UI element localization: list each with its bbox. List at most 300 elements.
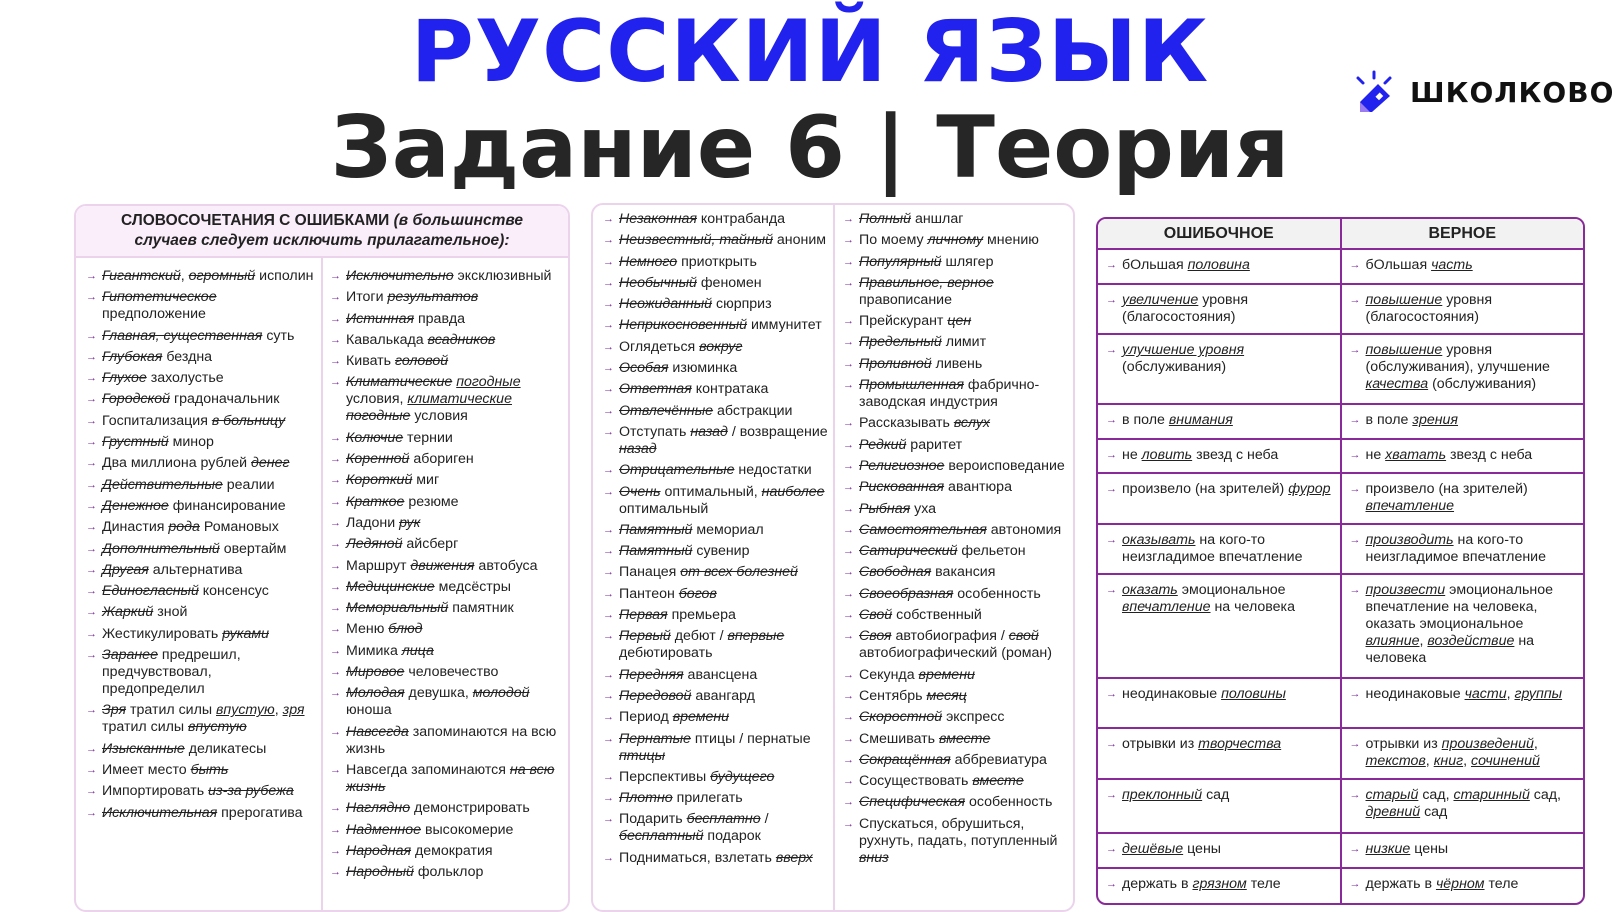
cell-right [1341, 404, 1584, 439]
text-fragment: Навсегда запоминаются [346, 761, 510, 778]
text-fragment: , [1506, 685, 1515, 702]
excess-word: Исключительно [346, 268, 454, 284]
text-fragment: консенсус [198, 583, 269, 600]
excess-word: Полный [859, 211, 911, 227]
list-item [330, 643, 562, 660]
list-item [86, 562, 314, 579]
text-fragment: Сосуществовать [859, 773, 973, 790]
text-fragment: авангард [691, 687, 755, 704]
list-item [843, 275, 1073, 309]
list-item [603, 296, 835, 313]
list-item [86, 349, 314, 366]
list-item [330, 762, 562, 796]
list-item [603, 607, 835, 624]
key-word: сочинений [1470, 753, 1540, 770]
text-fragment: Рассказывать [859, 415, 954, 432]
text-fragment: автобиография / [891, 628, 1009, 645]
excess-word: Неожиданный [619, 296, 713, 313]
excess-word: Единогласный [102, 583, 199, 600]
table-row [1098, 334, 1583, 404]
text-fragment: звезд с неба [1192, 446, 1279, 463]
text-fragment: абориген [409, 451, 474, 468]
key-word: впечатление [1365, 498, 1455, 515]
text-fragment: захолустье [146, 370, 224, 387]
list-item [86, 498, 314, 515]
list-item [843, 709, 1073, 726]
list-item [843, 254, 1073, 271]
text-fragment: Отступать [619, 423, 691, 440]
excess-word: Неприкосновенный [619, 317, 748, 334]
list-item [330, 800, 562, 817]
list-item [603, 769, 835, 786]
key-word: зря [282, 702, 305, 719]
list-item [86, 626, 314, 643]
excess-word: вместе [939, 730, 991, 747]
text-fragment: на человека [1365, 633, 1535, 667]
text-fragment: финансирование [168, 497, 286, 514]
list-item [86, 268, 314, 285]
excess-word: Заранее [102, 647, 158, 664]
text-fragment: изюминка [668, 360, 738, 377]
list-item [843, 232, 1073, 249]
text-fragment: айсберг [402, 536, 459, 553]
excess-word: Надменное [346, 821, 421, 838]
list-item [86, 328, 314, 345]
text-fragment: ливень [931, 355, 983, 372]
excess-word: Молодая [346, 685, 405, 702]
text-fragment: бездна [162, 348, 213, 365]
excess-word: Своя [859, 628, 892, 645]
text-fragment: правописание [859, 291, 952, 308]
text-fragment: юноша [346, 702, 392, 719]
list-item [330, 685, 562, 719]
errors-panel-middle [591, 203, 1075, 912]
text-fragment: иммунитет [747, 317, 822, 334]
excess-word: месяц [926, 687, 967, 704]
list-item [330, 430, 562, 447]
text-fragment: бОльшая [1365, 257, 1432, 273]
excess-word: Денежное [102, 497, 169, 514]
text-fragment: предположение [102, 306, 206, 323]
excess-word: Изысканные [102, 740, 185, 757]
text-fragment: сюрприз [712, 296, 772, 313]
excess-word: Рыбная [859, 500, 911, 517]
text-fragment: аншлаг [911, 211, 964, 227]
text-fragment: Меню [346, 621, 389, 638]
text-fragment: теле [1484, 876, 1519, 893]
excess-word: Специфическая [859, 794, 966, 811]
key-word: чёрном [1435, 876, 1485, 893]
cell-right [1341, 833, 1584, 868]
text-fragment: (обслуживания) [1122, 359, 1227, 376]
text-fragment: неодинаковые [1122, 685, 1222, 702]
list-item [330, 311, 562, 328]
text-fragment: фольклор [413, 864, 484, 881]
text-fragment: контратака [691, 381, 769, 398]
text-fragment: экспресс [942, 709, 1005, 726]
list-item [603, 381, 835, 398]
text-fragment: Смешивать [859, 730, 939, 747]
text-fragment: авансцена [683, 666, 758, 683]
text-fragment: подарок [703, 828, 761, 845]
table-row [1098, 439, 1583, 474]
text-fragment: дебютировать [619, 645, 713, 662]
key-word: зрения [1412, 411, 1459, 428]
list-item [330, 289, 562, 306]
cell-right [1341, 284, 1584, 335]
errors-column-2 [330, 268, 562, 885]
excess-word: из-за рубежа [208, 783, 294, 800]
list-item [330, 664, 562, 681]
text-fragment: держать в [1122, 876, 1193, 893]
text-fragment: оптимальный [619, 500, 709, 517]
list-item [603, 667, 835, 684]
list-item [843, 586, 1073, 603]
page-title: РУССКИЙ ЯЗЫК [410, 2, 1210, 102]
excess-word: Свободная [859, 564, 932, 581]
text-fragment: на кого-то неизгладимое впечатление [1122, 531, 1303, 565]
excess-word: движения [410, 557, 475, 574]
text-fragment: на кого-то неизгладимое впечатление [1365, 531, 1546, 565]
text-fragment: демократия [411, 842, 493, 859]
excess-word: впустую [188, 719, 247, 736]
key-word: грязном [1192, 876, 1247, 893]
list-item [603, 564, 835, 581]
text-fragment: деликатесы [184, 740, 267, 757]
text-fragment: Имеет место [102, 761, 191, 778]
cell-wrong [1098, 833, 1341, 868]
excess-word: Короткий [346, 472, 413, 489]
text-fragment: условия, [346, 391, 408, 408]
excess-word: Ответная [619, 381, 692, 398]
excess-word: Передняя [619, 666, 684, 683]
text-fragment: предрешил, предчувствовал, предопределил [102, 647, 241, 698]
excess-word: впервые [727, 628, 785, 645]
excess-word: назад [619, 440, 657, 457]
text-fragment: , [1419, 633, 1428, 650]
excess-word: Глубокая [102, 348, 163, 365]
cell-right [1341, 678, 1584, 729]
text-fragment: Импортировать [102, 783, 209, 800]
header-italic-1: (в большинстве [389, 212, 523, 229]
text-fragment: градоначальник [170, 391, 280, 408]
list-item [603, 254, 835, 271]
text-fragment: условия [410, 408, 468, 425]
list-item [603, 317, 835, 334]
excess-word: Народный [346, 864, 414, 881]
pencil-sparkle-icon [1354, 70, 1400, 116]
text-fragment: прилегать [672, 790, 743, 807]
text-fragment: вероисповедание [944, 457, 1065, 474]
text-fragment: сад [1202, 786, 1230, 803]
list-item [843, 667, 1073, 684]
list-item [843, 313, 1073, 330]
excess-word: Медицинские [346, 578, 435, 595]
text-fragment: в поле [1122, 411, 1169, 428]
text-fragment: фельетон [957, 543, 1026, 560]
text-fragment: бОльшая [1122, 257, 1188, 273]
excess-word: Сокращённая [859, 751, 951, 768]
text-fragment: фабрично-заводская индустрия [859, 377, 1040, 411]
correction-table [1096, 217, 1585, 905]
excess-word: Ледяной [346, 536, 403, 553]
key-word: оказать [1122, 582, 1178, 599]
key-word: древний [1365, 803, 1421, 820]
excess-word: Дополнительный [102, 540, 220, 557]
list-item [603, 790, 835, 807]
text-fragment: отрывки из [1122, 736, 1199, 753]
text-fragment: оптимальный, [660, 483, 762, 500]
excess-word: Пернатые [619, 730, 691, 747]
excess-word: Народная [346, 842, 412, 859]
list-item [603, 543, 835, 560]
text-fragment: Оглядеться [619, 338, 700, 355]
list-item [86, 391, 314, 408]
text-fragment: реалии [222, 476, 275, 493]
text-fragment: суть [262, 327, 295, 344]
excess-word: блюд [388, 621, 423, 638]
text-fragment: звезд с неба [1446, 446, 1533, 463]
errors-panel-left [74, 204, 570, 912]
logo-text: ШКОЛКОВО [1410, 76, 1615, 109]
text-fragment: / [760, 811, 769, 828]
text-fragment: По моему [859, 232, 928, 249]
excess-word: бесплатно [686, 811, 761, 828]
excess-word: денег [251, 455, 290, 472]
cell-right [1341, 439, 1584, 474]
text-fragment: Итоги [346, 289, 388, 306]
excess-word: вниз [859, 849, 889, 866]
text-fragment: высокомерие [421, 821, 514, 838]
list-item [330, 515, 562, 532]
text-fragment: уровня (благосостояния) [1365, 291, 1493, 325]
list-item [86, 805, 314, 822]
text-fragment: миг [412, 472, 440, 489]
list-item [603, 688, 835, 705]
text-fragment: Секунда [859, 666, 919, 683]
list-item [843, 211, 1073, 228]
table-row [1098, 678, 1583, 729]
list-item [843, 564, 1073, 581]
list-item [603, 522, 835, 539]
key-word: текстов [1365, 753, 1426, 770]
table-row [1098, 728, 1583, 779]
list-item [86, 541, 314, 558]
excess-word: вокруг [699, 338, 743, 355]
list-item [843, 752, 1073, 769]
text-fragment: правда [414, 310, 465, 327]
excess-word: Передовой [619, 687, 692, 704]
list-item [603, 211, 835, 228]
list-item [330, 536, 562, 553]
key-word: книг [1433, 753, 1464, 770]
text-fragment: дебют / [670, 628, 728, 645]
excess-word: времени [672, 709, 730, 726]
excess-word: рода [168, 519, 200, 536]
text-fragment: Династия [102, 519, 169, 536]
cell-wrong [1098, 249, 1341, 284]
list-item [86, 413, 314, 430]
page-subtitle: Задание 6 | Теория [330, 98, 1290, 198]
table-row [1098, 868, 1583, 903]
excess-word: Другая [102, 561, 149, 578]
excess-word: Наглядно [346, 800, 411, 817]
list-item [603, 462, 835, 479]
key-word: фурор [1288, 481, 1331, 498]
key-word: влияние [1365, 633, 1420, 650]
list-item [330, 724, 562, 758]
list-item [603, 403, 835, 420]
cell-wrong [1098, 678, 1341, 729]
text-fragment: автономия [986, 521, 1062, 538]
excess-word: богов [678, 585, 717, 602]
cell-right [1341, 334, 1584, 404]
text-fragment: зной [153, 604, 188, 621]
key-word: произвести [1365, 582, 1446, 599]
logo [1354, 70, 1615, 118]
text-fragment: мнению [983, 232, 1039, 249]
list-item [843, 479, 1073, 496]
excess-word: рук [399, 514, 421, 531]
text-fragment: Жестикулировать [102, 625, 223, 642]
cell-right [1341, 728, 1584, 779]
key-word: старый [1365, 786, 1419, 803]
table-row [1098, 284, 1583, 335]
cell-wrong [1098, 439, 1341, 474]
list-item [86, 702, 314, 736]
excess-word: Промышленная [859, 377, 964, 394]
cell-wrong [1098, 524, 1341, 575]
text-fragment: Кивать [346, 353, 395, 370]
list-item [603, 709, 835, 726]
cell-right [1341, 779, 1584, 834]
list-item [86, 741, 314, 758]
key-word: части [1464, 685, 1507, 702]
text-fragment: Панацея [619, 564, 681, 581]
text-fragment: произвело (на зрителей) [1122, 481, 1289, 498]
header-italic-2: случаев следует исключить прилагательное): [134, 232, 510, 249]
excess-word: Зря [102, 702, 127, 719]
list-item [843, 731, 1073, 748]
key-word: дешёвые [1122, 841, 1184, 858]
list-item [843, 522, 1073, 539]
text-fragment: прерогатива [217, 804, 303, 821]
excess-word: молодой [472, 685, 530, 702]
excess-word: руками [222, 625, 269, 642]
excess-word: погодные [346, 408, 411, 425]
excess-word: будущего [710, 768, 775, 785]
list-item [603, 628, 835, 662]
table-header-row [1098, 219, 1583, 249]
text-fragment: раритет [906, 436, 963, 453]
excess-word: Жаркий [102, 604, 154, 621]
excess-word: личному [927, 232, 984, 249]
cell-right [1341, 473, 1584, 524]
excess-word: Навсегда [346, 723, 409, 740]
excess-word: Мировое [346, 664, 405, 681]
table-row [1098, 473, 1583, 524]
excess-word: Мемориальный [346, 600, 449, 617]
text-fragment: , [1463, 753, 1471, 770]
text-fragment: особенность [965, 794, 1053, 811]
excess-word: Отвлечённые [619, 402, 714, 419]
excess-word: птицы [619, 747, 666, 764]
list-item [603, 275, 835, 292]
text-fragment: Сентябрь [859, 687, 927, 704]
key-word: преклонный [1122, 786, 1203, 803]
text-fragment: шлягер [941, 253, 994, 270]
excess-word: лица [401, 642, 434, 659]
text-fragment: аббревиатура [950, 751, 1047, 768]
excess-word: Немного [619, 253, 678, 270]
list-item [330, 864, 562, 881]
excess-word: Предельный [859, 334, 942, 351]
text-fragment: Романовых [199, 519, 279, 536]
list-item [603, 232, 835, 249]
key-word: оказывать [1122, 531, 1196, 548]
excess-word: Грустный [102, 434, 169, 451]
list-item [843, 628, 1073, 662]
excess-word: Очень [619, 483, 661, 500]
text-fragment: не [1122, 446, 1142, 463]
excess-word: Главная, существенная [102, 327, 263, 344]
excess-word: Памятный [619, 521, 693, 538]
excess-word: Первая [619, 607, 668, 624]
excess-word: Популярный [859, 253, 942, 270]
text-fragment: особенность [953, 585, 1041, 602]
table-row [1098, 249, 1583, 284]
list-item [86, 434, 314, 451]
text-fragment: Спускаться, обрушиться, рухнуть, падать, потупленный [859, 815, 1058, 849]
list-item [86, 762, 314, 779]
text-fragment: альтернатива [148, 561, 243, 578]
key-word: внимания [1168, 411, 1233, 428]
column-divider [833, 205, 835, 910]
excess-word: Свой [859, 607, 893, 624]
cell-wrong [1098, 728, 1341, 779]
text-fragment: человечество [404, 664, 499, 681]
excess-word: Коренной [346, 451, 410, 468]
text-fragment: уровня (благосостояния) [1122, 291, 1249, 325]
excess-word: Редкий [859, 436, 907, 453]
list-item [603, 811, 835, 845]
text-fragment: аноним [772, 232, 827, 249]
list-item [330, 268, 562, 285]
excess-word: Истинная [346, 310, 415, 327]
text-fragment: авантюра [944, 479, 1012, 496]
key-word: половина [1187, 257, 1250, 273]
errors-column-1 [86, 268, 314, 826]
text-fragment: Два миллиона рублей [102, 455, 252, 472]
excess-word: всадников [427, 331, 496, 348]
excess-word: Скоростной [859, 709, 943, 726]
key-word: впустую [216, 702, 275, 719]
text-fragment: тратил силы [102, 719, 189, 736]
key-word: часть [1431, 257, 1473, 273]
cell-wrong [1098, 404, 1341, 439]
text-fragment: демонстрировать [410, 800, 530, 817]
excess-word: Исключительная [102, 804, 218, 821]
excess-word: назад [690, 423, 728, 440]
text-fragment: не [1365, 446, 1386, 463]
excess-word: вслух [953, 415, 991, 432]
text-fragment: произвело (на зрителей) [1365, 481, 1528, 498]
list-item [330, 332, 562, 349]
header-right: ВЕРНОЕ [1341, 219, 1584, 249]
text-fragment: отрывки из [1365, 736, 1442, 753]
list-item [603, 484, 835, 518]
list-item [330, 843, 562, 860]
